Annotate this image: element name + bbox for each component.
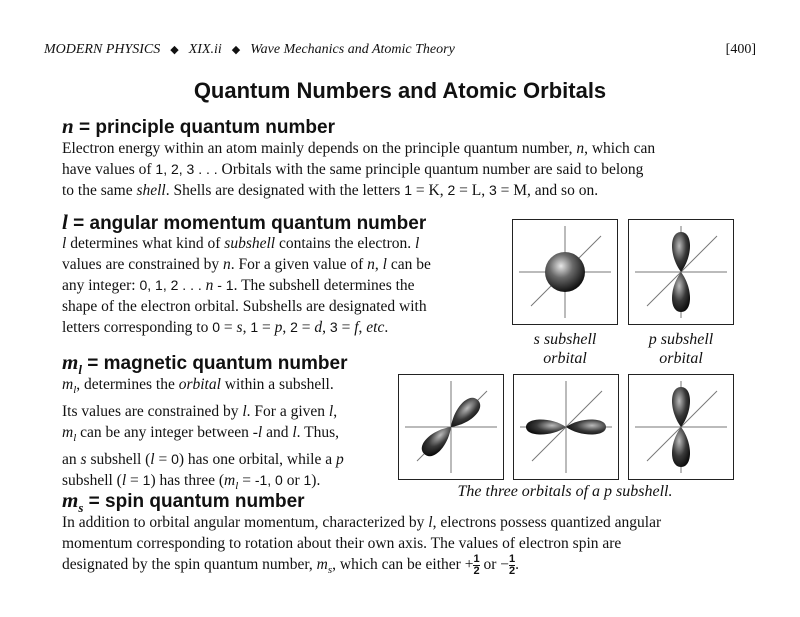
text-run: can be	[386, 256, 431, 273]
text-run: ).	[311, 472, 321, 490]
text-run: , which can be either +	[332, 556, 474, 574]
italic-run: m	[316, 556, 328, 574]
heading-subscript: l	[78, 361, 82, 377]
number-run: 3	[488, 182, 497, 198]
text-line	[62, 138, 752, 159]
heading-subscript: s	[78, 499, 84, 515]
italic-run: l	[428, 514, 433, 531]
text-run: determines what kind of	[66, 235, 225, 252]
text-run: subshell (	[86, 451, 151, 469]
py-orbital-figure	[513, 374, 619, 480]
italic-run: m	[62, 376, 74, 393]
text-line	[62, 296, 508, 317]
italic-run: l	[382, 256, 387, 273]
text-run: ,	[374, 256, 383, 273]
subscript: l	[235, 480, 239, 493]
text-run: . The subshell determines the	[233, 277, 415, 294]
italic-run: shell	[136, 182, 166, 199]
italic-run: s	[80, 451, 87, 469]
text-line	[62, 533, 762, 554]
text-run: to the same	[62, 182, 137, 199]
text-run: =	[337, 319, 355, 336]
heading-text: = spin quantum number	[83, 491, 305, 512]
number-run: 1	[303, 472, 312, 489]
bullet-icon: ◆	[170, 44, 179, 56]
italic-run: subshell	[224, 235, 276, 252]
text-run: = M, and so on.	[496, 182, 599, 199]
text-run: ) has three (	[150, 472, 225, 490]
text-line	[62, 275, 508, 296]
text-run: subshell (	[62, 472, 122, 490]
diagonal-p-orbital-diagram	[399, 375, 503, 479]
number-run: 0	[212, 319, 221, 335]
italic-run: l	[150, 451, 155, 469]
text-line	[62, 512, 762, 533]
number-run: 1	[250, 319, 259, 335]
section-number: XIX.ii	[188, 42, 222, 57]
text-line	[62, 233, 508, 254]
italic-run: p	[274, 319, 283, 336]
number-run: 1, 2, 3 . . .	[155, 161, 218, 177]
text-run: =	[238, 472, 255, 490]
number-run: 0	[171, 451, 179, 468]
text-run: = L,	[455, 182, 489, 199]
italic-run: l	[292, 424, 297, 442]
text-run: Electron energy within an atom mainly depends on the principle quantum number,	[62, 140, 577, 157]
book-title: MODERN PHYSICS	[44, 42, 161, 57]
page-number: [400]	[725, 42, 756, 57]
text-run: ,	[322, 319, 330, 336]
text-run: designated by the spin quantum number,	[62, 556, 317, 574]
text-run: momentum corresponding to rotation about their own axis. The values of electron spin are	[62, 535, 622, 552]
text-run: contains the electron.	[275, 235, 415, 252]
heading-text: = magnetic quantum number	[81, 353, 348, 374]
fraction-numerator: 1	[473, 553, 480, 565]
italic-run: p	[336, 451, 344, 469]
p-orbital-caption	[628, 330, 734, 368]
number-run: -1, 0	[254, 472, 283, 489]
italic-run: d	[314, 319, 323, 336]
text-run: =	[220, 319, 237, 336]
subscript: s	[327, 564, 333, 577]
italic-run: f	[354, 319, 359, 336]
italic-run: l	[415, 235, 420, 252]
italic-run: n	[367, 256, 375, 273]
heading-text: = angular momentum quantum number	[67, 213, 427, 234]
fraction-denominator: 2	[508, 565, 516, 577]
number-run: 2	[447, 182, 456, 198]
number-run: 0, 1, 2 . . .	[139, 277, 202, 293]
text-line	[62, 374, 392, 401]
heading-symbol: l	[62, 210, 68, 234]
italic-run: l	[62, 235, 67, 252]
italic-run: n	[222, 256, 231, 273]
fraction-numerator: 1	[508, 553, 516, 565]
text-run: ,	[358, 319, 367, 336]
text-run: ,	[282, 319, 291, 336]
text-run: .	[515, 556, 519, 574]
text-run: . For a given	[246, 403, 329, 421]
heading-symbol: m	[62, 350, 79, 374]
px-orbital-figure	[398, 374, 504, 480]
text-run: . Thus,	[296, 424, 339, 442]
text-line	[62, 401, 392, 422]
italic-run: n	[576, 140, 585, 157]
text-line	[62, 554, 762, 581]
text-line	[62, 422, 392, 449]
italic-run: etc	[366, 319, 385, 336]
number-run: 1	[142, 472, 151, 489]
text-run: letters corresponding to	[62, 319, 213, 336]
heading-n	[62, 114, 335, 139]
text-run: ,	[333, 403, 338, 421]
s-orbital-caption	[512, 330, 618, 368]
text-run: values are constrained by	[62, 256, 223, 273]
number-run: 2	[290, 319, 298, 335]
text-run: have values of	[62, 161, 156, 178]
text-run: , electrons possess quantized angular	[432, 514, 662, 531]
text-run: ,	[242, 319, 251, 336]
italic-run: l	[242, 403, 247, 421]
text-run: any integer:	[62, 277, 140, 294]
page-title: Quantum Numbers and Atomic Orbitals	[193, 78, 607, 103]
italic-run: m	[224, 472, 236, 490]
text-run: =	[154, 451, 172, 469]
three-orbitals-caption: The three orbitals of a p subshell.	[457, 483, 673, 500]
paragraph-n	[62, 138, 752, 201]
italic-run: n	[205, 277, 214, 294]
italic-run: l	[328, 403, 334, 421]
p-orbital-diagram	[629, 220, 733, 324]
pz-orbital-figure	[628, 374, 734, 480]
text-run: , which can	[584, 140, 656, 157]
horizontal-p-orbital-diagram	[514, 375, 618, 479]
number-run: 3	[329, 319, 338, 335]
text-run: can be any integer between -	[76, 424, 258, 442]
caption-line: p subshell	[648, 331, 714, 348]
text-line	[62, 449, 392, 470]
paragraph-ms	[62, 512, 762, 581]
text-run: . Shells are designated with the letters	[165, 182, 405, 199]
text-run: or −	[479, 556, 509, 574]
text-run: and	[262, 424, 293, 442]
number-run: - 1	[217, 277, 234, 293]
heading-text: = principle quantum number	[73, 117, 335, 138]
heading-l	[62, 210, 426, 235]
vertical-p-orbital-diagram	[629, 375, 733, 479]
number-run: 1	[404, 182, 413, 198]
text-line	[62, 317, 508, 338]
caption-line: orbital	[543, 350, 587, 367]
text-run: within a subshell.	[220, 376, 334, 393]
paragraph-l	[62, 233, 508, 338]
s-orbital-diagram	[513, 220, 617, 324]
s-orbital-figure	[512, 219, 618, 325]
italic-run: l	[121, 472, 127, 490]
text-line	[62, 180, 752, 201]
text-run: ) has one orbital, while a	[178, 451, 336, 469]
text-run: . For a given value of	[230, 256, 368, 273]
running-header	[44, 42, 455, 58]
text-line	[62, 254, 508, 275]
heading-symbol: m	[62, 488, 79, 512]
italic-run: m	[62, 424, 74, 442]
text-run: In addition to orbital angular momentum, characterized by	[62, 514, 429, 531]
caption-line: orbital	[659, 350, 703, 367]
subscript: l	[73, 432, 77, 445]
italic-run: s	[236, 319, 243, 336]
text-run: .	[384, 319, 389, 336]
text-run: Its values are constrained by	[62, 403, 243, 421]
text-run: or	[282, 472, 304, 490]
text-run: shape of the electron orbital. Subshells are designated with	[62, 298, 427, 315]
bullet-icon: ◆	[231, 44, 241, 56]
heading-symbol: n	[62, 114, 74, 138]
caption-line: s subshell	[533, 331, 597, 348]
p-orbital-figure	[628, 219, 734, 325]
text-run: an	[62, 451, 81, 469]
paragraph-ml	[62, 374, 392, 497]
text-run: = K,	[412, 182, 448, 199]
chapter-title: Wave Mechanics and Atomic Theory	[250, 42, 455, 57]
text-run: =	[126, 472, 143, 490]
text-run: , determines the	[76, 376, 179, 393]
italic-run: l	[257, 424, 263, 442]
text-line	[62, 159, 752, 180]
text-run: =	[258, 319, 275, 336]
italic-run: orbital	[178, 376, 221, 393]
fraction-denominator: 2	[473, 565, 480, 577]
text-run: =	[297, 319, 315, 336]
text-run: Orbitals with the same principle quantum number are said to belong	[217, 161, 644, 178]
subscript: l	[73, 384, 77, 397]
